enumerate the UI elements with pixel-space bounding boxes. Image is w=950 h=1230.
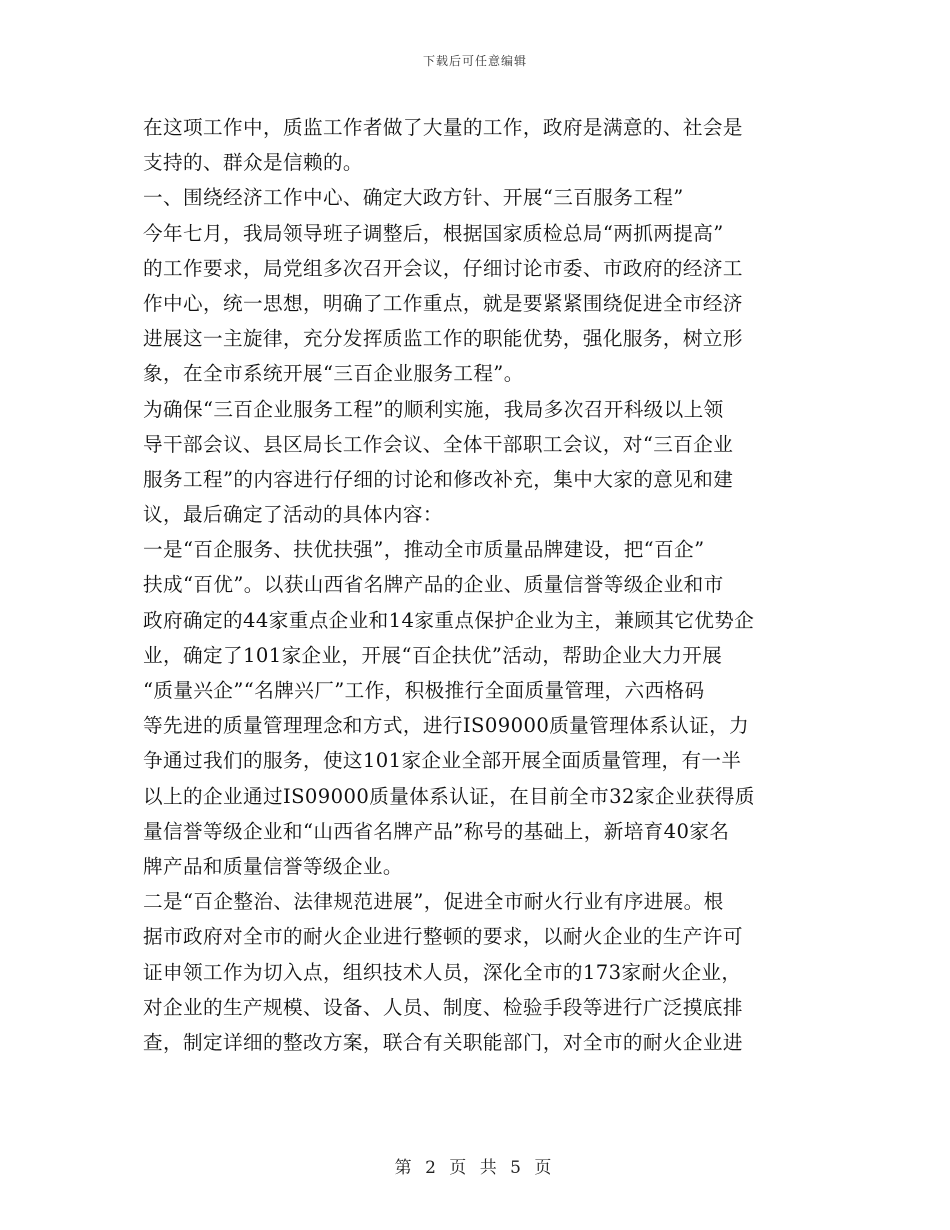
text-line: 在这项工作中，质监工作者做了大量的工作，政府是满意的、社会是 [143,116,743,139]
text-line: 支持的、群众是信赖的。 [143,151,363,175]
section-heading: 一、围绕经济工作中心、确定大政方针、开展“三百服务工程” [143,186,684,210]
text-line: 二是“百企整治、法律规范进展”，促进全市耐火行业有序进展。根 [143,890,724,914]
text-line: 据市政府对全市的耐火企业进行整顿的要求，以耐火企业的生产许可 [143,925,743,949]
text-line: 等先进的质量管理理念和方式，进行IS09000质量管理体系认证，力 [143,714,750,738]
text-line: 对企业的生产规模、设备、人员、制度、检验手段等进行广泛摸底排 [143,995,743,1019]
text-line: 查，制定详细的整改方案，联合有关职能部门，对全市的耐火企业进 [143,1030,743,1054]
text-line: 证申领工作为切入点，组织技术人员，深化全市的173家耐火企业， [143,960,742,984]
text-line: 议，最后确定了活动的具体内容： [143,503,443,527]
text-line: 服务工程”的内容进行仔细的讨论和修改补充，集中大家的意见和建 [143,467,734,491]
text-line: 业，确定了101家企业，开展“百企扶优”活动，帮助企业大力开展 [143,643,723,667]
text-line: 一是“百企服务、扶优扶强”，推动全市质量品牌建设，把“百企” [143,538,705,562]
text-line: 象，在全市系统开展“三百企业服务工程”。 [143,362,524,386]
text-line: “质量兴企”“名牌兴厂”工作，积极推行全面质量管理，六西格码 [143,679,705,702]
text-line: 量信誉等级企业和“山西省名牌产品”称号的基础上，新培育40家名 [143,819,730,843]
text-line: 作中心，统一思想，明确了工作重点，就是要紧紧围绕促进全市经济 [143,291,743,315]
text-line: 导干部会议、县区局长工作会议、全体干部职工会议，对“三百企业 [143,432,734,456]
text-line: 扶成“百优”。以获山西省名牌产品的企业、质量信誉等级企业和市 [143,573,724,597]
page-number: 第 2 页 共 5 页 [394,1158,556,1178]
text-line: 进展这一主旋律，充分发挥质监工作的职能优势，强化服务，树立形 [143,327,743,351]
document-body [143,110,823,1060]
text-line: 今年七月，我局领导班子调整后，根据国家质检总局“两抓两提高” [143,221,724,245]
text-line: 的工作要求，局党组多次召开会议，仔细讨论市委、市政府的经济工 [143,256,743,280]
text-line: 牌产品和质量信誉等级企业。 [143,854,403,878]
text-line: 政府确定的44家重点企业和14家重点保护企业为主，兼顾其它优势企 [143,608,755,632]
text-line: 争通过我们的服务，使这101家企业全部开展全面质量管理，有一半 [143,749,742,773]
text-line: 以上的企业通过IS09000质量体系认证，在目前全市32家企业获得质 [143,784,755,808]
text-line: 为确保“三百企业服务工程”的顺利实施，我局多次召开科级以上领 [143,397,724,421]
header-note: 下载后可任意编辑 [422,54,527,68]
